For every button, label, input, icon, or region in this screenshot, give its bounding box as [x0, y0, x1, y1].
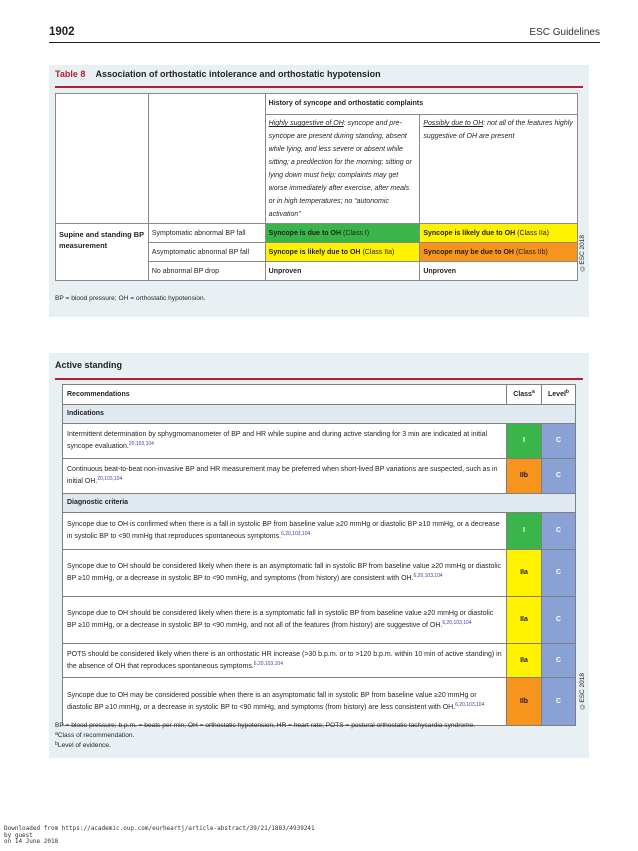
result-cell	[265, 224, 420, 243]
recommendation-body: Continuous beat-to-beat non-invasive BP and HR measurement may be preferred when short-lived BP variations are suspected, such as in initial OH.	[67, 466, 498, 485]
table-8-title	[55, 69, 381, 79]
download-stamp: Downloaded from https://academic.oup.com/eurheartj/article-abstract/39/21/1883/4939241 by guest on 14 June 2018	[4, 825, 315, 845]
class-badge: I	[507, 513, 542, 550]
recommendation-text	[63, 644, 507, 678]
table-8-rule	[55, 86, 583, 88]
recommendation-text	[63, 550, 507, 597]
row-header-bp-measurement: Supine and standing BP measurement	[56, 224, 149, 281]
empty-cell	[148, 94, 265, 224]
recommendation-body: Syncope due to OH should be considered likely when there is a symptomatic fall in systolic BP from baseline value ≥20 mmHg or diastolic BP ≥10 mmHg, or a decrease in systolic BP to <90 mmHg, and not all of the features (from history) are suggestive of OH.	[67, 610, 494, 629]
col-level	[542, 385, 576, 405]
level-badge: C	[542, 513, 576, 550]
possibly-due-description	[420, 115, 578, 224]
active-standing-copyright: ©ESC 2018	[579, 673, 586, 710]
possibly-due-label: Possibly due to OH	[423, 120, 484, 127]
class-badge: IIa	[507, 644, 542, 678]
level-badge: C	[542, 424, 576, 459]
recommendation-body: POTS should be considered likely when there is an orthostatic HR increase (>30 b.p.m. or to >120 b.p.m. within 10 min of active standing) in the absence of OH that reproduces spontaneous symptoms.	[67, 650, 502, 670]
reference: 6,20,103,104	[442, 620, 472, 626]
result-class: (Class IIb)	[515, 248, 548, 256]
table-8-title-text: Association of orthostatic intolerance and orthostatic hypotension	[95, 69, 381, 79]
highly-suggestive-label: Highly suggestive of OH	[268, 120, 344, 127]
page-number: 1902	[49, 26, 75, 38]
empty-cell	[56, 94, 149, 224]
running-head: ESC Guidelines	[529, 27, 600, 38]
footnote-a-marker: a	[55, 731, 58, 737]
recommendation-body: Syncope due to OH should be considered likely when there is an asymptomatic fall in systolic BP from baseline value ≥20 mmHg or diastolic BP ≥10 mmHg, or a decrease in systolic BP to <90 mmHg, and symptoms (from history) are consistent with OH.	[67, 563, 502, 582]
table-8-footnote: BP = blood pressure; OH = orthostatic hypotension.	[55, 295, 206, 302]
history-header: History of syncope and orthostatic complaints	[265, 94, 577, 115]
possibly-due-text: : not all of the features highly suggestive of OH are present	[423, 120, 573, 140]
result-cell: Unproven	[265, 262, 420, 281]
table-row	[63, 513, 576, 550]
col-class-sup: a	[531, 388, 535, 395]
recommendation-body: Intermittent determination by sphygmomanometer of BP and HR while supine and during active standing for 3 min are indicated at initial syncope evaluation.	[67, 431, 488, 450]
highly-suggestive-text: : syncope and pre-syncope are present during standing, absent while lying, and less severe or absent while sitting; a predilection for the morning; sitting or lying down must help; complaints may get worse immediately after exercise, after meals or in high temperatures; no “autonomic activation”	[268, 120, 412, 218]
active-standing-footnotes	[55, 721, 475, 751]
section-heading: Diagnostic criteria	[63, 494, 576, 513]
recommendation-body: Syncope due to OH may be considered possible when there is an asymptomatic fall in systolic BP from baseline value ≥20 mmHg or diastolic BP ≥10 mmHg, or a decrease in systolic BP to <90 mmHg, and symptoms (from history) are less consistent with OH.	[67, 691, 477, 711]
reference: 6,20,103,104	[455, 701, 485, 708]
row-label: No abnormal BP drop	[148, 262, 265, 281]
table-row	[63, 459, 576, 494]
active-standing-rule	[55, 378, 583, 380]
table-8	[55, 93, 578, 281]
recommendation-text	[63, 459, 507, 494]
result-text: Syncope may be due to OH	[423, 248, 514, 256]
reference: 6,20,103,104	[281, 531, 311, 537]
footnote-b	[55, 741, 475, 751]
table-row	[63, 424, 576, 459]
reference: 6,20,103,104	[253, 660, 283, 667]
highly-suggestive-description	[265, 115, 420, 224]
result-cell	[265, 243, 420, 262]
recommendation-body: Syncope due to OH is confirmed when there is a fall in systolic BP from baseline value ≥20 mmHg or diastolic BP ≥10 mmHg, or a decrease in systolic BP to <90 mmHg that reproduces spontaneous symptoms.	[67, 521, 500, 540]
footnote-b-text: Level of evidence.	[57, 742, 111, 749]
class-badge: IIb	[507, 459, 542, 494]
col-level-label: Level	[548, 390, 566, 398]
class-badge: IIb	[507, 678, 542, 726]
abbreviations-footnote: BP = blood pressure; b.p.m. = beats per min; OH = orthostatic hypotension; HR = heart rate; POTS = postural orthostatic tachycardia syndrome.	[55, 722, 476, 729]
table-row	[63, 678, 576, 726]
row-label: Asymptomatic abnormal BP fall	[148, 243, 265, 262]
result-class: (Class IIa)	[517, 229, 550, 237]
reference: 20,103,104	[97, 476, 123, 482]
table-row	[63, 550, 576, 597]
table-8-copyright: ©ESC 2018	[579, 235, 586, 272]
result-cell	[420, 224, 578, 243]
level-badge: C	[542, 459, 576, 494]
result-class: (Class IIa)	[362, 248, 395, 256]
col-level-sup: b	[565, 388, 569, 395]
table-8-panel	[49, 65, 589, 317]
reference: 6,20,103,104	[413, 573, 443, 579]
class-badge: IIa	[507, 597, 542, 644]
footnote-a-text: Class of recommendation.	[57, 732, 135, 739]
recommendation-text	[63, 424, 507, 459]
row-label: Symptomatic abnormal BP fall	[148, 224, 265, 243]
result-text: Syncope is due to OH	[268, 229, 342, 237]
result-text: Syncope is likely due to OH	[268, 248, 361, 256]
footnote-a	[55, 731, 475, 741]
table-row	[63, 597, 576, 644]
col-class	[507, 385, 542, 405]
header-rule	[49, 42, 600, 43]
table-8-label: Table 8	[55, 69, 86, 79]
result-text: Syncope is likely due to OH	[423, 229, 516, 237]
table-row	[63, 644, 576, 678]
active-standing-title: Active standing	[55, 360, 123, 370]
level-badge: C	[542, 550, 576, 597]
recommendation-text	[63, 513, 507, 550]
footnote-b-marker: b	[55, 741, 58, 747]
level-badge: C	[542, 597, 576, 644]
recommendation-text	[63, 597, 507, 644]
level-badge: C	[542, 678, 576, 726]
result-cell	[420, 243, 578, 262]
result-cell: Unproven	[420, 262, 578, 281]
result-class: (Class I)	[342, 229, 370, 237]
col-recommendations: Recommendations	[63, 385, 507, 405]
level-badge: C	[542, 644, 576, 678]
class-badge: IIa	[507, 550, 542, 597]
col-class-label: Class	[513, 390, 532, 398]
recommendations-table	[62, 384, 576, 726]
reference: 20,103,104	[128, 441, 154, 447]
recommendation-text	[63, 678, 507, 726]
section-heading: Indications	[63, 405, 576, 424]
active-standing-panel	[49, 353, 589, 758]
class-badge: I	[507, 424, 542, 459]
